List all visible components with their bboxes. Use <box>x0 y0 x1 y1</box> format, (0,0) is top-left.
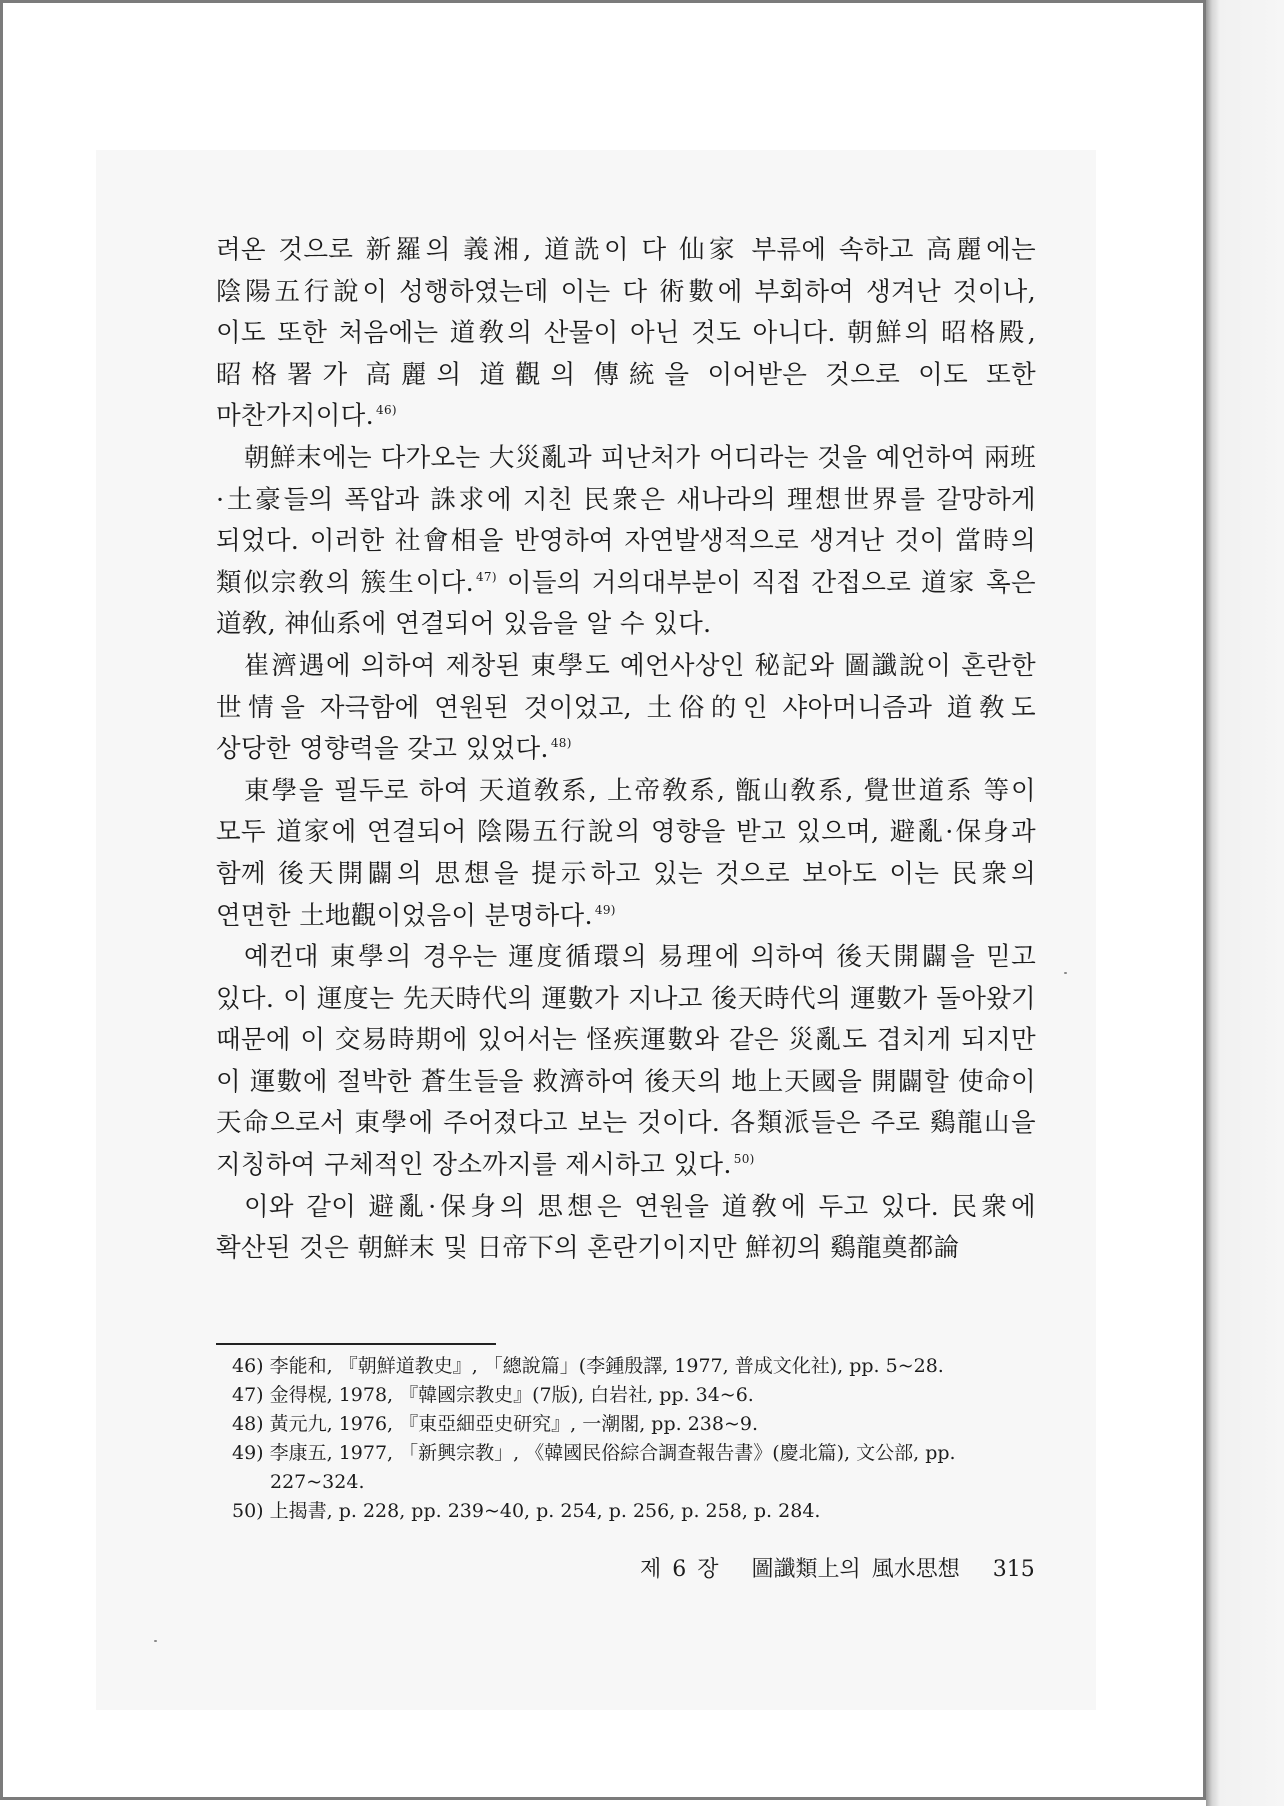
paragraph-4-text: 東學을 필두로 하여 天道敎系, 上帝敎系, 甑山敎系, 覺世道系 等이 모두 道家에 연결되어 陰陽五行說의 영향을 받고 있으며, 避亂·保身과 함께 後天開闢의 思想을 提示하고 있는 것으로 보아도 이는 民衆의 연면한 土地觀이었음이 분명하다. <box>216 775 1036 931</box>
scan-speck <box>154 1640 157 1642</box>
paragraph-2-text: 朝鮮末에는 다가오는 大災亂과 피난처가 어디라는 것을 예언하여 兩班·土豪들의 폭압과 誅求에 지친 民衆은 새나라의 理想世界를 갈망하게 되었다. 이러한 社會相을 반영하여 자연발생적으로 생겨난 것이 當時의 類似宗敎의 簇生이다. <box>216 442 1036 598</box>
footnotes <box>232 1352 1038 1526</box>
footnote-48: 48) 黃元九, 1976, 『東亞細亞史研究』, 一潮閣, pp. 238~9. <box>232 1413 759 1435</box>
body-text <box>216 230 1036 1270</box>
paragraph-4 <box>216 771 1036 937</box>
paragraph-2-continued: 이들의 거의대부분이 직접 간접으로 道家 혹은 道敎, 神仙系에 연결되어 있음을 알 수 있다. <box>216 567 1036 640</box>
paragraph-3-text: 崔濟遇에 의하여 제창된 東學도 예언사상인 秘記와 圖讖說이 혼란한 世情을 자극함에 연원된 것이었고, 土俗的인 샤아머니즘과 道敎도 상당한 영향력을 갖고 있었다. <box>216 650 1036 765</box>
paragraph-1-text: 려온 것으로 新羅의 義湘, 道詵이 다 仙家 부류에 속하고 高麗에는 陰陽五行說이 성행하였는데 이는 다 術數에 부회하여 생겨난 것이나, 이도 또한 처음에는 道敎의 산물이 아닌 것도 아니다. 朝鮮의 昭格殿, 昭格署가 高麗의 道觀의 傳統을 이어받은 것으로 이도 또한 마찬가지이다. <box>216 235 1036 432</box>
viewer-margin <box>1206 0 1284 1806</box>
paragraph-6-text: 이와 같이 避亂·保身의 思想은 연원을 道敎에 두고 있다. 民衆에 확산된 것은 朝鮮末 및 日帝下의 혼란기이지만 鮮初의 鷄龍奠都論 <box>216 1191 1036 1264</box>
paragraph-2 <box>216 438 1036 646</box>
paragraph-3 <box>216 646 1036 771</box>
footnote-ref-46: 46) <box>376 403 397 418</box>
paragraph-5 <box>216 937 1036 1187</box>
paragraph-5-text: 예컨대 東學의 경우는 運度循環의 易理에 의하여 後天開闢을 믿고 있다. 이 運度는 先天時代의 運數가 지나고 後天時代의 運數가 돌아왔기 때문에 이 交易時期에 있어서는 怪疾運數와 같은 災亂도 겹치게 되지만 이 運數에 절박한 蒼生들을 救濟하여 後天의 地上天國을 開闢할 使命이 天命으로서 東學에 주어졌다고 보는 것이다. 各類派들은 주로 鷄龍山을 지칭하여 구체적인 장소까지를 제시하고 있다. <box>216 942 1036 1181</box>
footnote-46: 46) 李能和, 『朝鮮道教史』, 「總說篇」(李鍾殷譯, 1977, 普成文化社), pp. 5~28. <box>232 1355 944 1377</box>
footnote-ref-48: 48) <box>550 736 572 751</box>
scan-speck <box>1064 972 1067 974</box>
footnote-49: 49) 李康五, 1977, 「新興宗教」, 《韓國民俗綜合調查報告書》(慶北篇), 文公部, pp. 227~324. <box>232 1442 956 1493</box>
footnote-47: 47) 金得榥, 1978, 『韓國宗教史』(7版), 白岩社, pp. 34~6. <box>232 1384 754 1406</box>
chapter-title: 圖讖類上의 風水思想 <box>751 1557 960 1582</box>
paragraph-1 <box>216 230 1036 438</box>
footnote-ref-49: 49) <box>594 902 616 917</box>
chapter-label: 제 6 장 <box>640 1557 719 1582</box>
footnote-divider <box>216 1343 496 1345</box>
paragraph-6 <box>216 1187 1036 1270</box>
running-footer <box>640 1552 1040 1583</box>
footnote-ref-47: 47) <box>476 569 497 584</box>
footnote-ref-50: 50) <box>733 1152 755 1167</box>
footnote-50: 50) 上揭書, p. 228, pp. 239~40, p. 254, p. 256, p. 258, p. 284. <box>232 1500 821 1522</box>
page-number: 315 <box>992 1557 1035 1582</box>
